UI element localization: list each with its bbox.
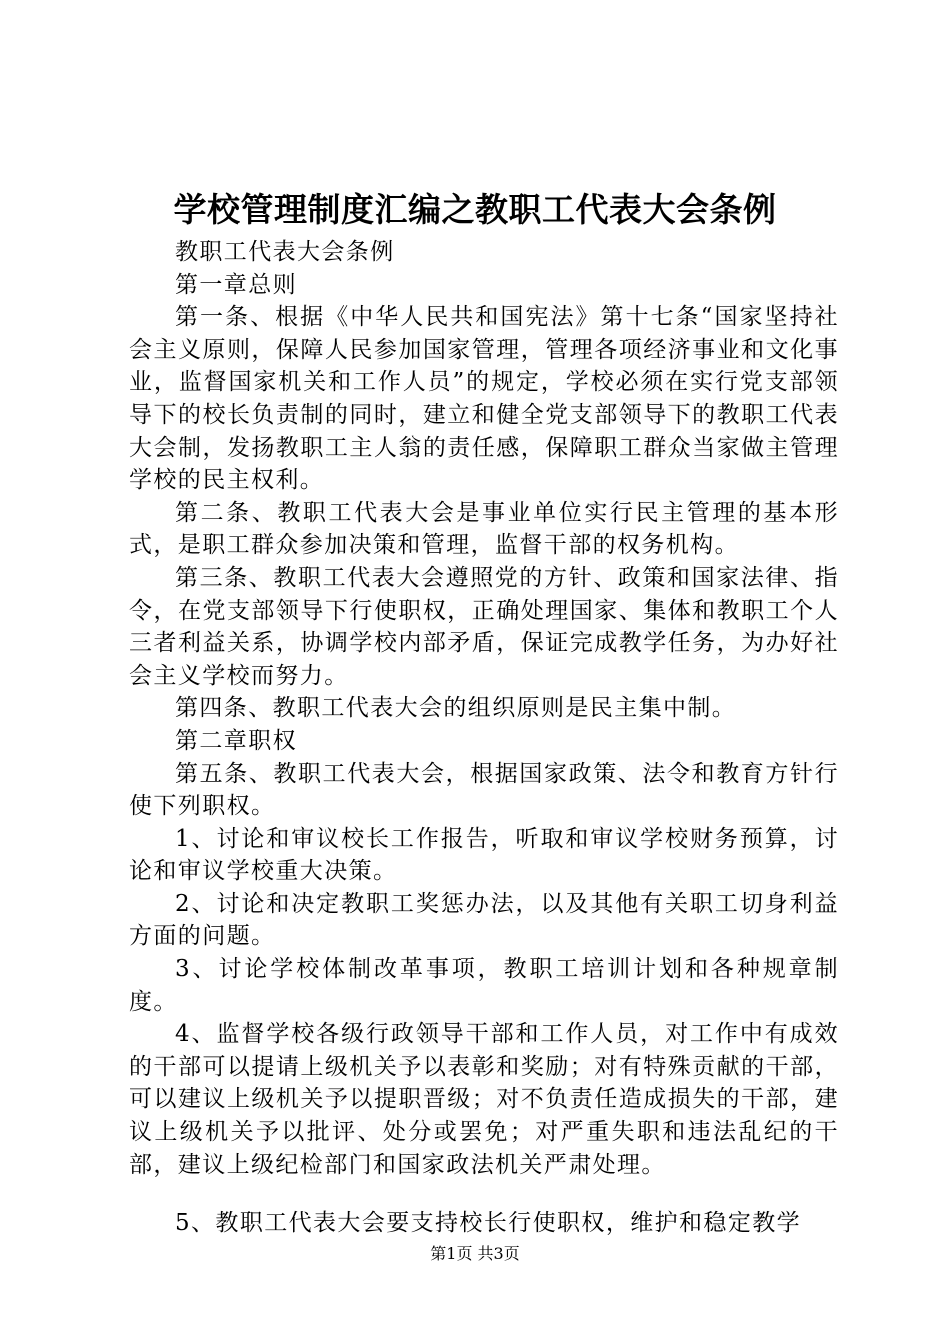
chapter-heading: 第一章总则 [175, 271, 297, 298]
document-body [129, 236, 839, 1240]
list-item: 3、讨论学校体制改革事项，教职工培训计划和各种规章制度。 [129, 956, 839, 1015]
article-paragraph: 第五条、教职工代表大会，根据国家政策、法令和教育方针行使下列职权。 [129, 760, 839, 820]
list-item: 2、讨论和决定教职工奖惩办法，以及其他有关职工切身利益方面的问题。 [129, 890, 839, 950]
article-paragraph: 第四条、教职工代表大会的组织原则是民主集中制。 [175, 695, 737, 722]
article-paragraph: 第二条、教职工代表大会是事业单位实行民主管理的基本形式，是职工群众参加决策和管理，监督干部的权务机构。 [129, 499, 839, 559]
list-item: 1、讨论和审议校长工作报告，听取和审议学校财务预算，讨论和审议学校重大决策。 [129, 825, 839, 885]
article-paragraph: 第一条、根据《中华人民共和国宪法》第十七条“国家坚持社会主义原则，保障人民参加国家管理，管理各项经济事业和文化事业，监督国家机关和工作人员”的规定，学校必须在实行党支部领导下的校长负责制的同时，建立和健全党支部领导下的教职工代表大会制，发扬教职工主人翁的责任感，保障职工群众当家做主管理学校的民主权利。 [129, 304, 839, 494]
chapter-heading: 第二章职权 [175, 727, 297, 754]
list-item: 5、教职工代表大会要支持校长行使职权，维护和稳定教学 [175, 1210, 802, 1237]
list-item: 4、监督学校各级行政领导干部和工作人员，对工作中有成效的干部可以提请上级机关予以表彰和奖励；对有特殊贡献的干部，可以建议上级机关予以提职晋级；对不负责任造成损失的干部，建议上级机关予以批评、处分或罢免；对严重失职和违法乱纪的干部，建议上级纪检部门和国家政法机关严肃处理。 [129, 1021, 839, 1178]
document-title: 学校管理制度汇编之教职工代表大会条例 [173, 190, 777, 229]
paragraph-heading: 教职工代表大会条例 [175, 239, 395, 265]
page-number: 第1页 共3页 [430, 1244, 520, 1263]
article-paragraph: 第三条、教职工代表大会遵照党的方针、政策和国家法律、指令，在党支部领导下行使职权，正确处理国家、集体和教职工个人三者利益关系，协调学校内部矛盾，保证完成教学任务，为办好社会主义学校而努力。 [129, 564, 839, 689]
